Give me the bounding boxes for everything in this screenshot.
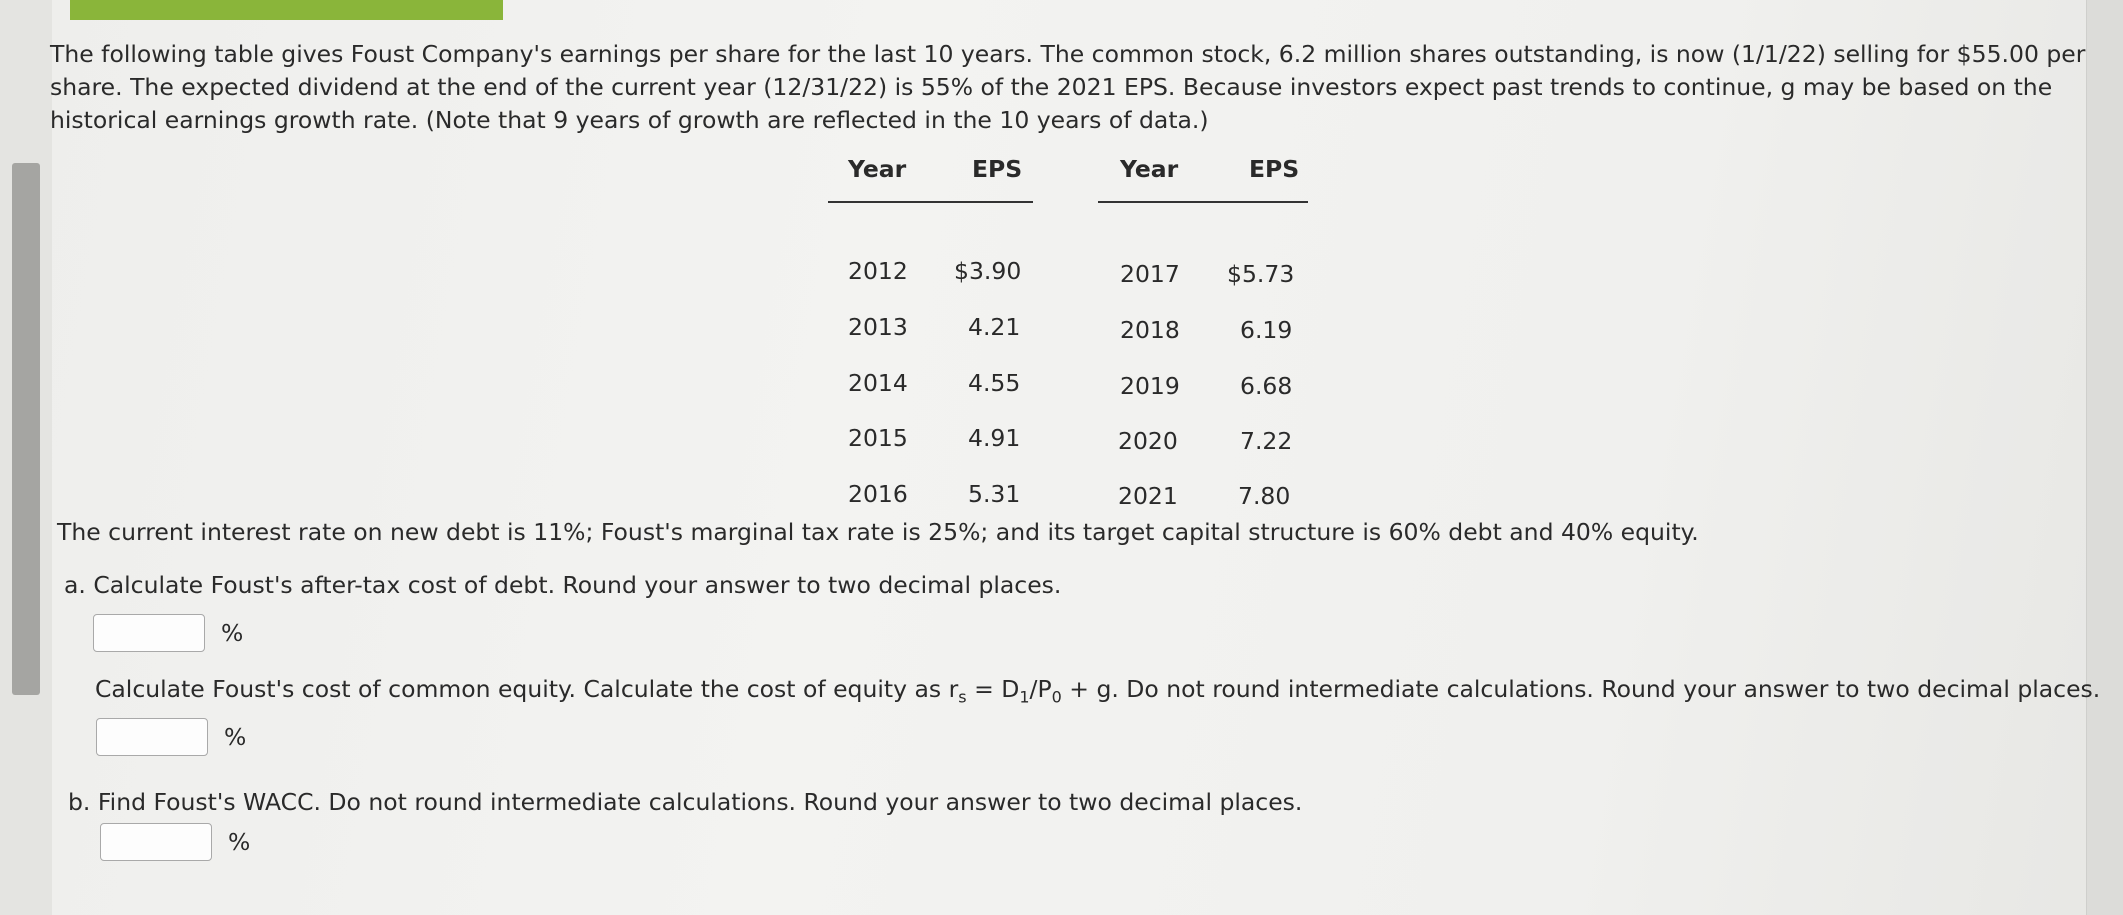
cost-of-equity-prompt bbox=[95, 675, 2100, 707]
ebook-tab-bar[interactable] bbox=[70, 0, 503, 20]
left-year-2016: 2016 bbox=[848, 480, 908, 508]
header-rule-left bbox=[828, 201, 1033, 203]
percent-label-debt: % bbox=[221, 619, 244, 647]
left-eps-2016: 5.31 bbox=[968, 480, 1021, 508]
intro-line-2: share. The expected dividend at the end of the current year (12/31/22) is 55% of the 2021 EPS. Because investors expect past trends to continue, g may be based on the bbox=[50, 73, 2053, 101]
wacc-input[interactable] bbox=[100, 823, 212, 861]
eps-table bbox=[775, 155, 1335, 515]
rs-subscript: s bbox=[958, 687, 967, 707]
context-text: The current interest rate on new debt is 11%; Foust's marginal tax rate is 25%; and its target capital structure is 60% debt and 40% equity. bbox=[57, 518, 1699, 546]
equity-prompt-pre: Calculate Foust's cost of common equity. Calculate the cost of equity as r bbox=[95, 675, 959, 703]
equity-prompt-post: + g. Do not round intermediate calculations. Round your answer to two decimal places. bbox=[1061, 675, 2101, 703]
right-eps-2019: 6.68 bbox=[1240, 372, 1293, 400]
left-gutter bbox=[0, 0, 52, 915]
answer-row-wacc bbox=[100, 823, 250, 861]
right-year-2018: 2018 bbox=[1120, 316, 1180, 344]
left-year-2015: 2015 bbox=[848, 424, 908, 452]
after-tax-cost-of-debt-input[interactable] bbox=[93, 614, 205, 652]
part-b-prompt: b. Find Foust's WACC. Do not round intermediate calculations. Round your answer to two decimal places. bbox=[68, 788, 1303, 816]
header-year-right: Year bbox=[1120, 155, 1179, 183]
right-eps-2021: 7.80 bbox=[1238, 482, 1291, 510]
equity-prompt-slash: /P bbox=[1029, 675, 1052, 703]
right-year-2019: 2019 bbox=[1120, 372, 1180, 400]
cost-of-equity-input[interactable] bbox=[96, 718, 208, 756]
right-eps-2018: 6.19 bbox=[1240, 316, 1293, 344]
left-eps-2012: $3.90 bbox=[954, 257, 1022, 285]
right-year-2020: 2020 bbox=[1118, 427, 1178, 455]
left-eps-2014: 4.55 bbox=[968, 369, 1021, 397]
left-eps-2015: 4.91 bbox=[968, 424, 1021, 452]
right-year-2021: 2021 bbox=[1118, 482, 1178, 510]
intro-line-1: The following table gives Foust Company's earnings per share for the last 10 years. The common stock, 6.2 million shares outstanding, is now (1/1/22) selling for $55.00 per bbox=[50, 40, 2086, 68]
percent-label-wacc: % bbox=[228, 828, 251, 856]
right-year-2017: 2017 bbox=[1120, 260, 1180, 288]
right-edge bbox=[2086, 0, 2123, 915]
equity-prompt-eq: = D bbox=[966, 675, 1020, 703]
header-eps-left: EPS bbox=[972, 155, 1023, 183]
d1-subscript: 1 bbox=[1019, 687, 1030, 707]
header-rule-right bbox=[1098, 201, 1308, 203]
percent-label-equity: % bbox=[224, 723, 247, 751]
answer-row-equity bbox=[96, 718, 246, 756]
problem-intro bbox=[50, 38, 2086, 137]
left-eps-2013: 4.21 bbox=[968, 313, 1021, 341]
header-year-left: Year bbox=[848, 155, 907, 183]
left-year-2012: 2012 bbox=[848, 257, 908, 285]
answer-row-debt bbox=[93, 614, 243, 652]
part-a-prompt: a. Calculate Foust's after-tax cost of debt. Round your answer to two decimal places. bbox=[64, 571, 1062, 599]
right-eps-2017: $5.73 bbox=[1227, 260, 1295, 288]
left-year-2014: 2014 bbox=[848, 369, 908, 397]
right-eps-2020: 7.22 bbox=[1240, 427, 1293, 455]
intro-line-3: historical earnings growth rate. (Note that 9 years of growth are reflected in the 10 years of data.) bbox=[50, 106, 1209, 134]
left-scrollbar[interactable] bbox=[12, 163, 40, 695]
header-eps-right: EPS bbox=[1249, 155, 1300, 183]
p0-subscript: 0 bbox=[1051, 687, 1062, 707]
left-year-2013: 2013 bbox=[848, 313, 908, 341]
